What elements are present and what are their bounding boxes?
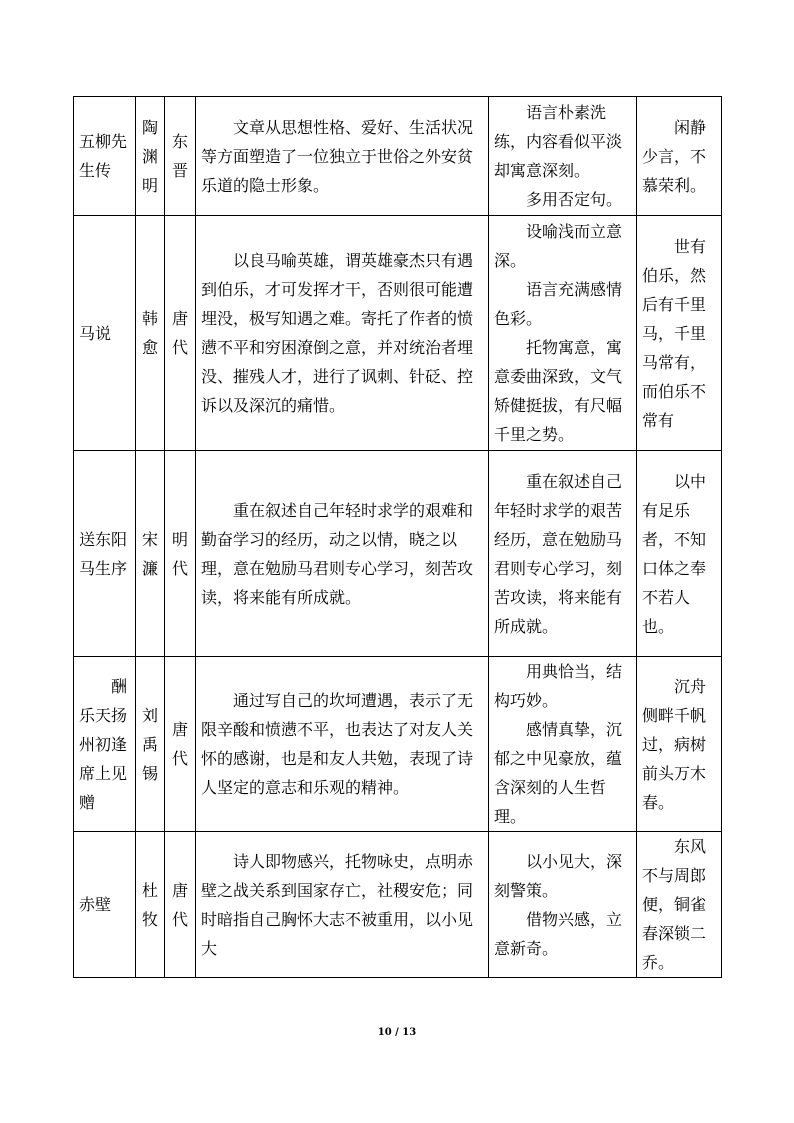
dynasty: 唐代 (171, 720, 188, 768)
dynasty: 唐代 (171, 880, 188, 929)
work-title: 五柳先生传 (79, 132, 128, 180)
feature-text: 设喻浅而立意深。 (494, 222, 623, 270)
dynasty: 东晋 (171, 132, 188, 180)
work-title: 送东阳马生序 (79, 529, 128, 578)
feature-cell (489, 97, 637, 216)
dynasty: 唐代 (171, 309, 188, 357)
work-title-cell (74, 451, 136, 657)
author-cell (136, 97, 165, 216)
dynasty: 明代 (171, 529, 188, 578)
content-text: 通过写自己的坎坷遭遇，表示了无限辛酸和愤懑不平，也表达了对友人关怀的感谢，也是和友人共勉，表现了诗人坚定的意志和乐观的精神。 (201, 691, 474, 797)
feature-cell (489, 216, 637, 451)
content-cell (196, 657, 489, 832)
table-row (74, 657, 722, 832)
content-text: 重在叙述自己年轻时求学的艰难和勤奋学习的经历，动之以情，晓之以理，意在勉励马君则专心学习，刻苦攻读，将来能有所成就。 (201, 500, 474, 607)
literature-table (73, 96, 722, 978)
dynasty-cell (165, 216, 196, 451)
quote-text: 沉舟侧畔千帆过，病树前头万木春。 (642, 676, 707, 812)
work-title-cell (74, 216, 136, 451)
feature-cell (489, 451, 637, 657)
quote-cell (637, 657, 722, 832)
author-cell (136, 657, 165, 832)
quote-cell (637, 97, 722, 216)
feature-text: 感情真挚，沉郁之中见豪放，蕴含深刻的人生哲理。 (494, 720, 623, 826)
work-title: 酬乐天扬州初逢席上见赠 (79, 676, 128, 812)
work-title: 马说 (79, 323, 112, 343)
author-name: 陶渊明 (141, 117, 158, 195)
author-cell (136, 832, 165, 978)
feature-text: 多用否定句。 (526, 190, 623, 209)
author-name: 刘禹锡 (141, 705, 158, 783)
feature-text: 借物兴感，立意新奇。 (494, 909, 623, 958)
table-row (74, 216, 722, 451)
feature-text: 重在叙述自己年轻时求学的艰苦经历，意在勉励马君则专心学习，刻苦攻读，将来能有所成就。 (494, 471, 623, 636)
feature-text: 语言充满感情色彩。 (494, 280, 623, 328)
dynasty-cell (165, 832, 196, 978)
feature-text: 托物寓意，寓意委曲深致，文气矫健挺拔，有尺幅千里之势。 (494, 338, 623, 444)
work-title-cell (74, 657, 136, 832)
table-row (74, 451, 722, 657)
author-cell (136, 216, 165, 451)
quote-cell (637, 216, 722, 451)
table-row (74, 832, 722, 978)
feature-text: 用典恰当，结构巧妙。 (494, 662, 623, 710)
content-text: 以良马喻英雄，谓英雄豪杰只有遇到伯乐，才可发挥才干，否则很可能遭埋没，极写知遇之难。寄托了作者的愤懑不平和穷困潦倒之意，并对统治者埋没、摧残人才，进行了讽刺、针砭、控诉以及深沉的痛惜。 (201, 251, 474, 415)
feature-cell (489, 657, 637, 832)
dynasty-cell (165, 451, 196, 657)
feature-cell (489, 832, 637, 978)
work-title-cell (74, 832, 136, 978)
content-cell (196, 216, 489, 451)
page-number: 10 / 13 (377, 1027, 417, 1038)
quote-text: 东风不与周郎便，铜雀春深锁二乔。 (642, 837, 707, 972)
dynasty-cell (165, 657, 196, 832)
content-text: 诗人即物感兴，托物咏史，点明赤壁之战关系到国家存亡，社稷安危；同时暗指自己胸怀大志不被重用，以小见大 (201, 851, 474, 958)
content-text: 文章从思想性格、爱好、生活状况等方面塑造了一位独立于世俗之外安贫乐道的隐士形象。 (201, 117, 474, 195)
content-cell (196, 832, 489, 978)
content-cell (196, 451, 489, 657)
feature-text: 语言朴素洗练，内容看似平淡却寓意深刻。 (494, 103, 623, 180)
work-title: 赤壁 (79, 895, 112, 914)
dynasty-cell (165, 97, 196, 216)
author-name: 宋濂 (141, 529, 158, 578)
content-cell (196, 97, 489, 216)
quote-text: 以中有足乐者，不知口体之奉不若人也。 (642, 471, 707, 636)
author-name: 杜牧 (141, 880, 158, 929)
quote-text: 世有伯乐，然后有千里马，千里马常有，而伯乐不常有 (642, 236, 707, 430)
feature-text: 以小见大，深刻警策。 (494, 851, 623, 900)
table-row (74, 97, 722, 216)
quote-cell (637, 832, 722, 978)
quote-text: 闲静少言，不慕荣利。 (642, 117, 707, 195)
author-name: 韩愈 (141, 309, 158, 357)
author-cell (136, 451, 165, 657)
work-title-cell (74, 97, 136, 216)
quote-cell (637, 451, 722, 657)
